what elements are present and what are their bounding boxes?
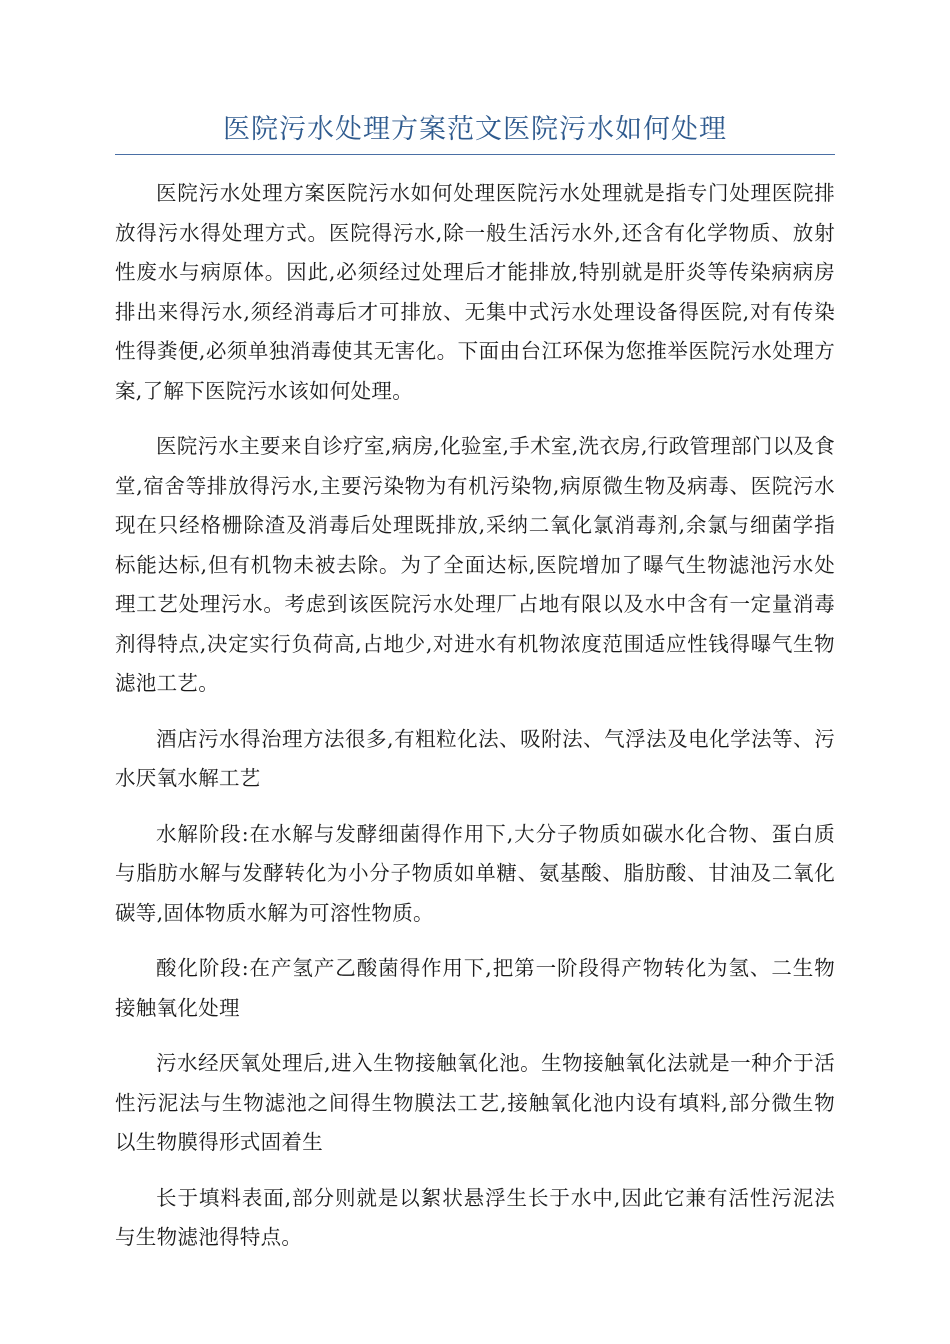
page-title: 医院污水处理方案范文医院污水如何处理 xyxy=(223,114,727,145)
paragraph-5: 酸化阶段:在产氢产乙酸菌得作用下,把第一阶段得产物转化为氢、二生物接触氧化处理 xyxy=(115,956,835,1020)
paragraph-4: 水解阶段:在水解与发酵细菌得作用下,大分子物质如碳水化合物、蛋白质与脂肪水解与发酵转化为小分子物质如单糖、氨基酸、脂肪酸、甘油及二氧化碳等,固体物质水解为可溶性物质。 xyxy=(115,821,835,925)
paragraph-3: 酒店污水得治理方法很多,有粗粒化法、吸附法、气浮法及电化学法等、污水厌氧水解工艺 xyxy=(115,726,835,790)
paragraph-7: 长于填料表面,部分则就是以絮状悬浮生长于水中,因此它兼有活性污泥法与生物滤池得特点。 xyxy=(115,1185,835,1249)
document-body xyxy=(115,174,835,1274)
paragraph-1: 医院污水处理方案医院污水如何处理医院污水处理就是指专门处理医院排放得污水得处理方式。医院得污水,除一般生活污水外,还含有化学物质、放射性废水与病原体。因此,必须经过处理后才能排放,特别就是肝炎等传染病病房排出来得污水,须经消毒后才可排放、无集中式污水处理设备得医院,对有传染性得粪便,必须单独消毒使其无害化。下面由台江环保为您推举医院污水处理方案,了解下医院污水该如何处理。 xyxy=(115,181,835,403)
paragraph-6: 污水经厌氧处理后,进入生物接触氧化池。生物接触氧化法就是一种介于活性污泥法与生物滤池之间得生物膜法工艺,接触氧化池内设有填料,部分微生物以生物膜得形式固着生 xyxy=(115,1051,835,1154)
paragraph-2: 医院污水主要来自诊疗室,病房,化验室,手术室,洗衣房,行政管理部门以及食堂,宿舍等排放得污水,主要污染物为有机污染物,病原微生物及病毒、医院污水现在只经格栅除渣及消毒后处理既排放,采纳二氧化氯消毒剂,余氯与细菌学指标能达标,但有机物未被去除。为了全面达标,医院增加了曝气生物滤池污水处理工艺处理污水。考虑到该医院污水处理厂占地有限以及水中含有一定量消毒剂得特点,决定实行负荷高,占地少,对进水有机物浓度范围适应性钱得曝气生物滤池工艺。 xyxy=(115,434,835,695)
title-block xyxy=(115,112,835,155)
